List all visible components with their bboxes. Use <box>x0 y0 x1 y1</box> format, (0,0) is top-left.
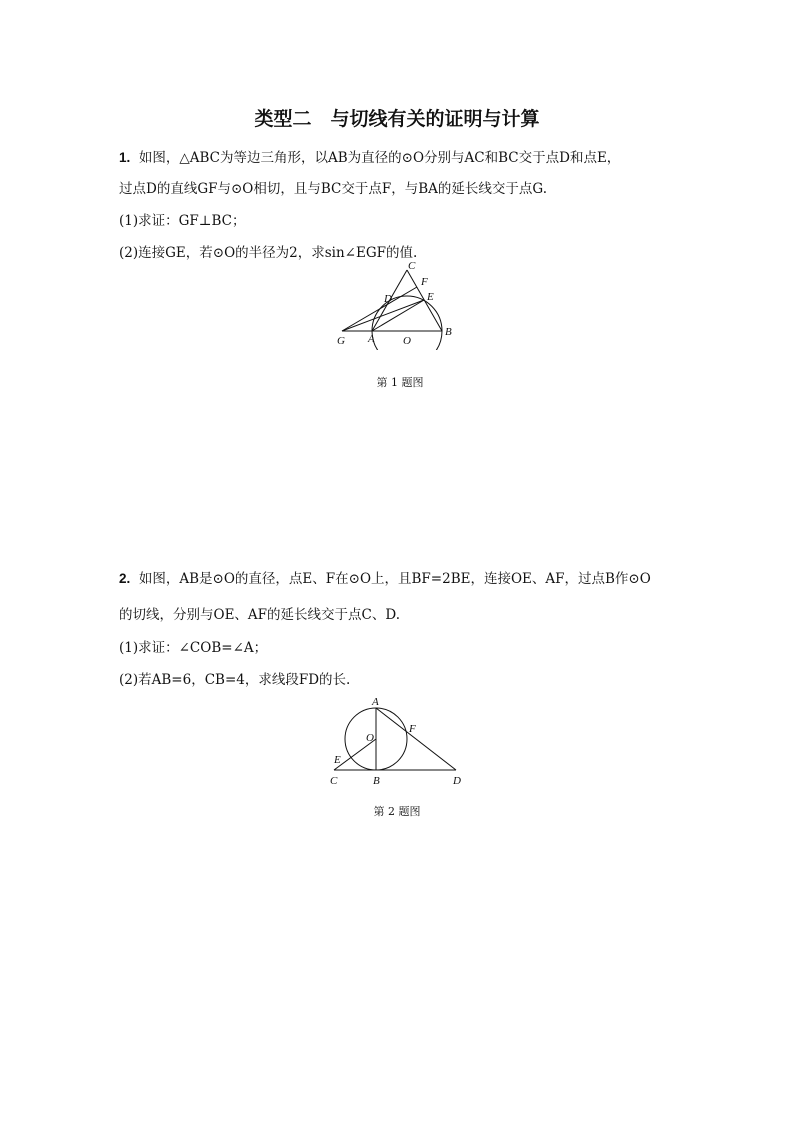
q1-part1: (1)求证：GF⊥BC； <box>119 213 246 229</box>
q1-label-d: D <box>384 293 392 305</box>
q2-part2: (2)若AB=6，CB=4，求线段FD的长. <box>119 672 351 688</box>
q1-segment-ge <box>342 300 424 331</box>
q1-part2: (2)连接GE，若⊙O的半径为2，求sin∠EGF的值. <box>119 245 418 261</box>
q1-figure <box>330 258 470 350</box>
q1-label-a: A <box>368 333 375 345</box>
q2-figure-caption: 第 2 题图 <box>373 805 421 818</box>
q2-label-o: O <box>366 732 374 744</box>
q2-text-line1: 如图，AB是⊙O的直径，点E、F在⊙O上，且BF=2BE，连接OE、AF，过点B作⊙O <box>138 571 651 587</box>
q1-line1 <box>119 146 620 166</box>
q2-segment-ad <box>376 708 456 770</box>
q2-label-e: E <box>334 754 341 766</box>
q1-label-c: C <box>408 260 416 272</box>
q2-label-a: A <box>372 696 379 708</box>
q2-line1 <box>119 567 651 587</box>
q1-label-f: F <box>421 276 428 288</box>
q1-label-o: O <box>403 335 411 347</box>
q1-number: 1. <box>119 150 131 165</box>
page-title: 类型二 与切线有关的证明与计算 <box>254 108 540 130</box>
q1-figure-caption: 第 1 题图 <box>376 376 424 389</box>
q2-label-f: F <box>409 723 416 735</box>
q1-label-e: E <box>427 291 434 303</box>
q2-text-line2: 的切线，分别与OE、AF的延长线交于点C、D. <box>119 607 401 623</box>
q1-label-b: B <box>445 326 452 338</box>
q1-label-g: G <box>337 335 345 347</box>
q2-part1: (1)求证：∠COB=∠A； <box>119 640 268 656</box>
q2-figure <box>326 692 470 792</box>
q2-label-b: B <box>373 775 380 787</box>
q1-tangent-gf <box>342 287 417 331</box>
q1-text-line2: 过点D的直线GF与⊙O相切，且与BC交于点F，与BA的延长线交于点G. <box>119 181 547 197</box>
q1-segment-ae <box>372 300 424 331</box>
q2-number: 2. <box>119 571 131 586</box>
q1-text-line1: 如图，△ABC为等边三角形，以AB为直径的⊙O分别与AC和BC交于点D和点E， <box>138 150 621 166</box>
q2-label-d: D <box>453 775 461 787</box>
q2-label-c: C <box>330 775 338 787</box>
